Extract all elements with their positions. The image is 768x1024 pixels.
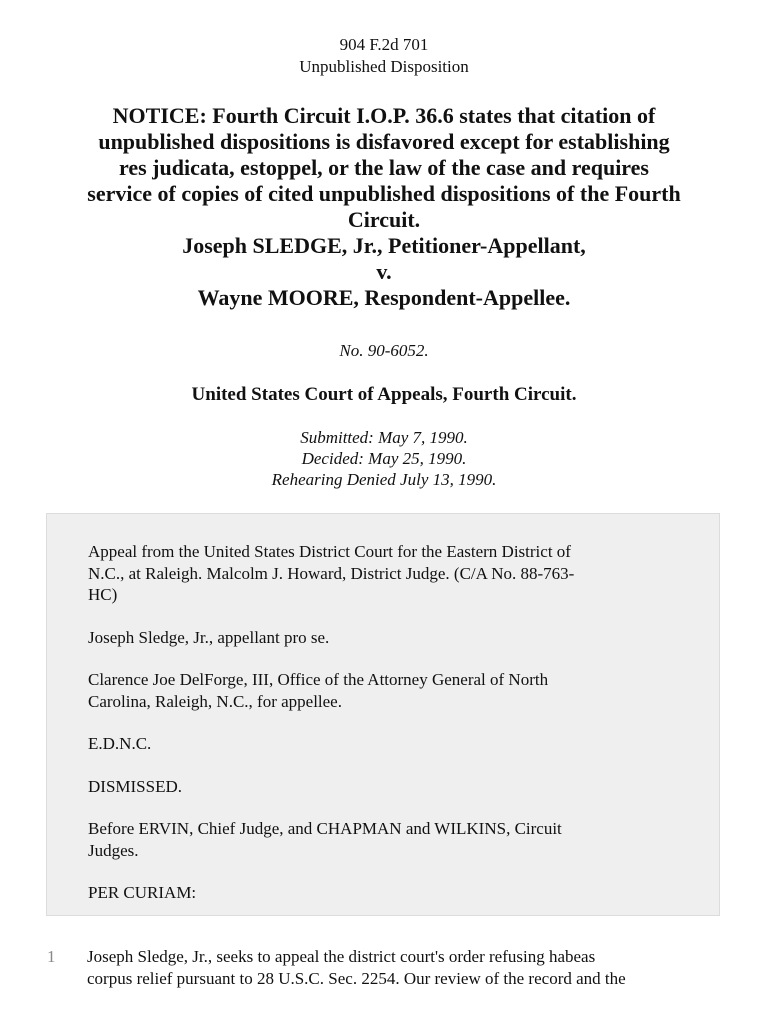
district-abbrev: E.D.N.C. [88, 734, 152, 753]
submitted-date: Submitted: May 7, 1990. [300, 428, 468, 447]
appellee-counsel [88, 669, 668, 712]
reporter-citation: 904 F.2d 701 [339, 35, 429, 54]
case-dates [0, 427, 768, 490]
paragraph-number: 1 [47, 947, 56, 966]
docket-number: No. 90-6052. [339, 341, 429, 360]
panel-line: Judges. [88, 840, 139, 860]
case-caption [30, 103, 738, 311]
appellee-counsel-line: Carolina, Raleigh, N.C., for appellee. [88, 691, 342, 711]
notice-line: service of copies of cited unpublished dispositions of the Fourth [87, 181, 681, 206]
notice-line: Circuit. [347, 207, 421, 232]
appellant-counsel: Joseph Sledge, Jr., appellant pro se. [88, 627, 330, 647]
notice-line: NOTICE: Fourth Circuit I.O.P. 36.6 states that citation of [112, 103, 656, 128]
rehearing-date: Rehearing Denied July 13, 1990. [271, 470, 497, 489]
disposition-label: Unpublished Disposition [299, 57, 469, 76]
per-curiam-label: PER CURIAM: [88, 883, 197, 902]
appeal-line: HC) [88, 585, 118, 604]
appellee-counsel-line: Clarence Joe DelForge, III, Office of the Attorney General of North [88, 670, 549, 689]
notice-line: unpublished dispositions is disfavored except for establishing [98, 129, 670, 154]
document-header [0, 34, 768, 78]
disposition-outcome: DISMISSED. [88, 776, 182, 796]
paragraph-line: Joseph Sledge, Jr., seeks to appeal the district court's order refusing habeas [87, 947, 596, 966]
case-summary-content [88, 541, 668, 925]
panel-judges [88, 818, 668, 861]
appeal-line: Appeal from the United States District Court for the Eastern District of [88, 542, 571, 561]
versus-label: v. [376, 259, 392, 284]
appellee-name: Wayne MOORE, Respondent-Appellee. [197, 285, 571, 310]
panel-line: Before ERVIN, Chief Judge, and CHAPMAN and WILKINS, Circuit [88, 819, 562, 838]
court-name: United States Court of Appeals, Fourth Circuit. [191, 384, 577, 405]
appeal-from [88, 541, 668, 606]
notice-line: res judicata, estoppel, or the law of the case and requires [118, 155, 649, 180]
appeal-line: N.C., at Raleigh. Malcolm J. Howard, District Judge. (C/A No. 88-763- [88, 563, 575, 583]
decided-date: Decided: May 25, 1990. [301, 449, 467, 468]
paragraph-line: corpus relief pursuant to 28 U.S.C. Sec. 2254. Our review of the record and the [87, 968, 626, 988]
case-summary-box [46, 513, 720, 916]
paragraph-text [87, 946, 727, 989]
appellant-name: Joseph SLEDGE, Jr., Petitioner-Appellant, [182, 233, 586, 258]
